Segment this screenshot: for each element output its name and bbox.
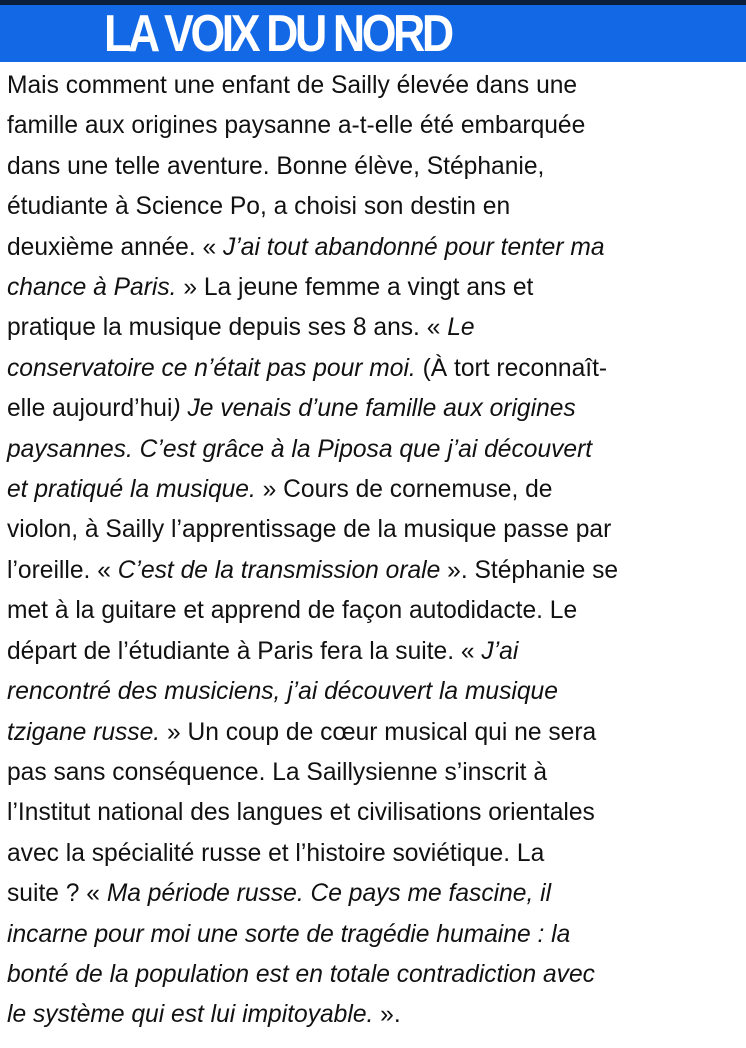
body-text: deuxième année. « <box>7 233 224 261</box>
quote-text: Le <box>447 314 475 342</box>
article-line <box>7 834 745 874</box>
quote-text: bonté de la population est en totale contradiction avec <box>7 960 595 988</box>
article-body <box>7 66 745 1036</box>
quote-text: ) Je venais d’une famille aux origines <box>172 395 576 423</box>
article-line <box>7 632 745 672</box>
body-text: famille aux origines paysanne a-t-elle été embarquée <box>7 112 586 140</box>
body-text: met à la guitare et apprend de façon autodidacte. Le <box>7 597 578 625</box>
body-text: ». <box>373 1001 401 1029</box>
body-text: ». Stéphanie se <box>440 556 619 584</box>
article-line <box>7 228 745 268</box>
quote-text: paysannes. C’est grâce à la Piposa que j’ai découvert <box>7 435 593 463</box>
quote-text: incarne pour moi une sorte de tragédie humaine : la <box>7 920 571 948</box>
quote-text: J’ai tout abandonné pour tenter ma <box>223 233 605 261</box>
article-line <box>7 955 745 995</box>
quote-text: le système qui est lui impitoyable. <box>7 1001 374 1029</box>
quote-text: J’ai <box>481 637 519 665</box>
quote-text: tzigane russe. <box>7 718 161 746</box>
body-text: » La jeune femme a vingt ans et <box>176 274 534 302</box>
masthead-logo-title: LA VOIX DU NORD <box>104 5 451 63</box>
article-line <box>7 349 745 389</box>
article-line <box>7 66 745 106</box>
masthead <box>0 5 746 62</box>
article-line <box>7 187 745 227</box>
quote-text: conservatoire ce n’était pas pour moi. <box>7 354 416 382</box>
article-line <box>7 470 745 510</box>
article-line <box>7 793 745 833</box>
body-text: avec la spécialité russe et l’histoire soviétique. La <box>7 839 545 867</box>
quote-text: Ma période russe. Ce pays me fascine, il <box>106 880 552 908</box>
body-text: départ de l’étudiante à Paris fera la suite. « <box>7 637 482 665</box>
body-text: suite ? « <box>7 880 107 908</box>
article-line <box>7 551 745 591</box>
body-text: violon, à Sailly l’apprentissage de la musique passe par <box>7 516 612 544</box>
article-line <box>7 106 745 146</box>
body-text: l’Institut national des langues et civilisations orientales <box>7 799 595 827</box>
article-line <box>7 713 745 753</box>
body-text: pratique la musique depuis ses 8 ans. « <box>7 314 448 342</box>
article-line <box>7 147 745 187</box>
article-line <box>7 510 745 550</box>
article-line <box>7 915 745 955</box>
article-line <box>7 308 745 348</box>
article-line <box>7 672 745 712</box>
article-line <box>7 753 745 793</box>
quote-text: rencontré des musiciens, j’ai découvert la musique <box>7 678 558 706</box>
body-text: dans une telle aventure. Bonne élève, Stéphanie, <box>7 152 545 180</box>
article-line <box>7 995 745 1035</box>
article-line <box>7 430 745 470</box>
article-line <box>7 874 745 914</box>
body-text: l’oreille. « <box>7 556 118 584</box>
body-text: Mais comment une enfant de Sailly élevée dans une <box>7 72 578 99</box>
quote-text: et pratiqué la musique. <box>7 476 256 504</box>
body-text: » Un coup de cœur musical qui ne sera <box>160 718 597 746</box>
body-text: elle aujourd’hui <box>7 395 173 423</box>
article-line <box>7 389 745 429</box>
body-text: pas sans conséquence. La Saillysienne s’inscrit à <box>7 758 548 786</box>
article-line <box>7 591 745 631</box>
body-text: (À tort reconnaît- <box>415 354 608 382</box>
quote-text: chance à Paris. <box>7 274 177 302</box>
quote-text: C’est de la transmission orale <box>117 556 441 584</box>
body-text: » Cours de cornemuse, de <box>255 476 553 504</box>
body-text: étudiante à Science Po, a choisi son destin en <box>7 193 511 221</box>
article-line <box>7 268 745 308</box>
